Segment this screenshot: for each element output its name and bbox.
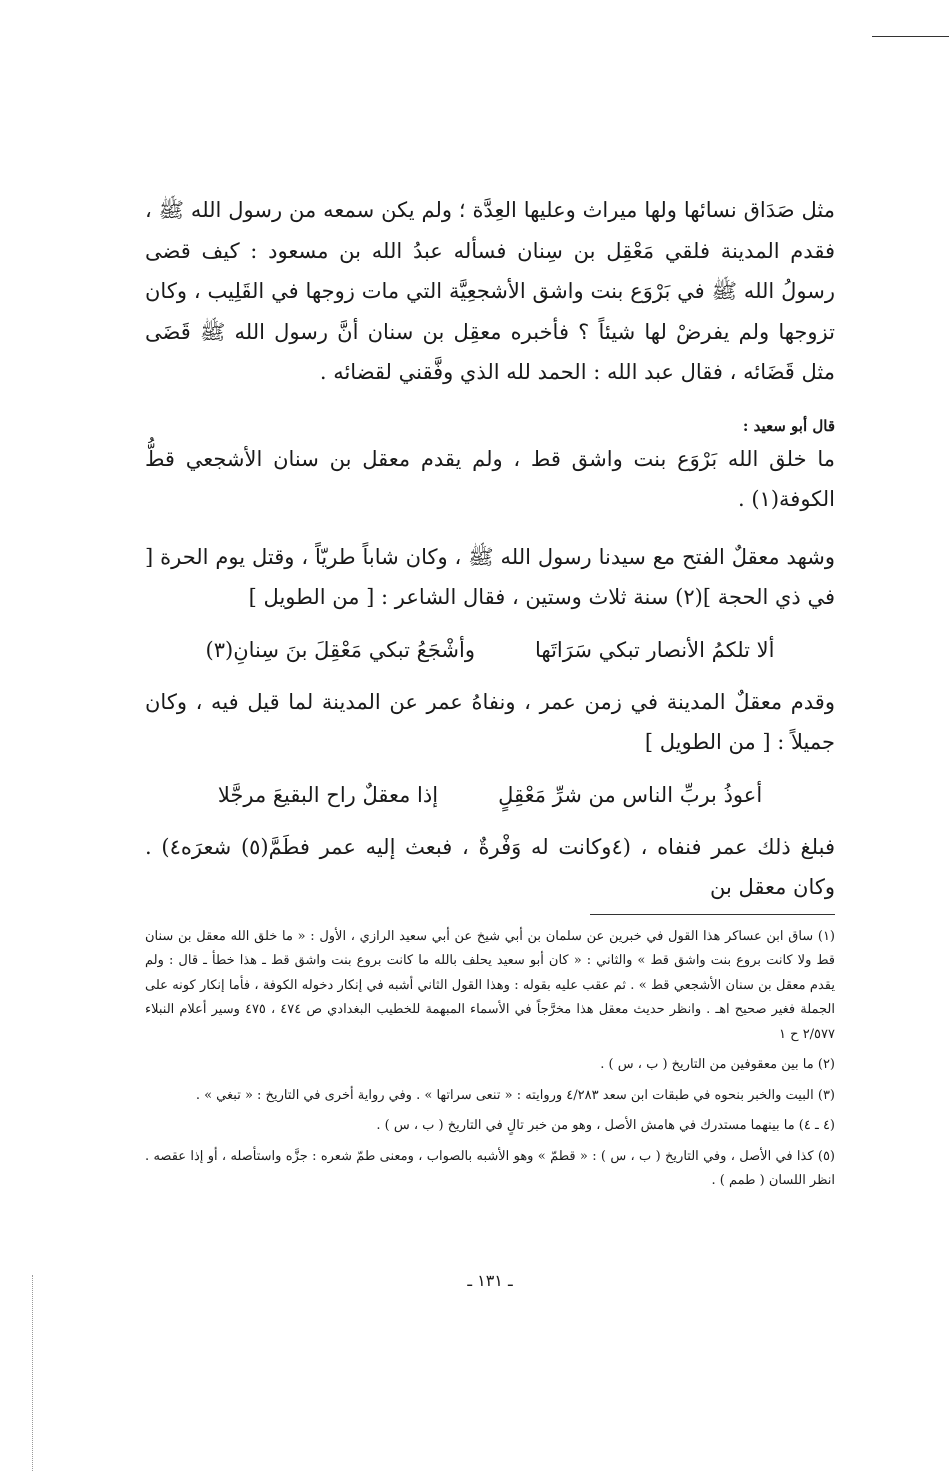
footnote-4: (٤ ـ ٤) ما بينهما مستدرك في هامش الأصل ، وهو من خبر تالٍ في التاريخ ( ب ، س ) . [376, 1118, 835, 1133]
page-number: ـ ١٣١ ـ [467, 1271, 513, 1290]
verse-1-second-hemistich: وأشْجَعُ تبكي مَعْقِلَ بنَ سِنانِ(٣) [205, 637, 475, 662]
page-body [145, 190, 835, 1200]
footnote-3: (٣) البيت والخبر بنحوه في طبقات ابن سعد ٤/٢٨٣ وروايته : « تنعى سراتها » . وفي رواية أخرى في التاريخ : « تبغي » . [195, 1087, 835, 1103]
verse-2-first-hemistich: أعوذُ بربِّ الناس من شرِّ مَعْقِلٍ [498, 782, 763, 807]
quote-abu-said: ما خلق الله بَرْوَع بنت واشق قط ، ولم يقدم معقل بن سنان الأشجعي قطُّ الكوفة(١) . [145, 446, 835, 511]
footnote-2: (٢) ما بين معقوفين من التاريخ ( ب ، س ) . [600, 1057, 835, 1072]
footnotes-section [145, 925, 835, 1194]
verse-2 [145, 775, 835, 815]
verse-1 [145, 630, 835, 670]
verse-1-first-hemistich: ألا تلكمُ الأنصار تبكي سَرَاتَها [534, 637, 775, 662]
paragraph-2: وشهد معقلٌ الفتح مع سيدنا رسول الله ﷺ ، وكان شاباً طريّاً ، وقتل يوم الحرة [ في ذي الحجة ](٢) سنة ثلاث وستين ، فقال الشاعر : [ من الطويل ] [145, 544, 835, 609]
margin-dotted-rule [32, 1275, 33, 1471]
footnote-separator [590, 914, 835, 915]
footnote-5: (٥) كذا في الأصل ، وفي التاريخ ( ب ، س ) : « قطمّ » وهو الأشبه بالصواب ، ومعنى طمّ شعره : جزَّه واستأصله ، أو إذا عقصه . انظر اللسان ( طمم ) . [145, 1148, 835, 1188]
footnote-1: (١) ساق ابن عساكر هذا القول في خبرين عن سلمان بن أبي شيخ عن أبي سعيد الرازي ، الأول : « ما خلق الله معقل بن سنان قط ولا كانت بروع بنت واشق قط » والثاني : « كان أبو سعيد يحلف بالله ما كانت بروع بنت واشق قط ـ هذا خطأ ـ قال : ولم يقدم معقل بن سنان الأشجعي قط » . ثم عقب عليه بقوله : وهذا القول الثاني أشبه في إنكار دخوله الكوفة ، فأما إنكار كونه على الجملة فغير صحيح اهـ . وانظر حديث معقل هذا مخرَّجاً في الأسماء المبهمة للخطيب البغدادي ص ٤٧٤ ، ٤٧٥ وسير أعلام النبلاء ٢/٥٧٧ ح ١ [145, 928, 835, 1042]
top-corner-rule [872, 36, 949, 37]
speaker-label: قال أبو سعيد : [742, 416, 835, 435]
paragraph-1: مثل صَدَاق نسائها ولها ميراث وعليها العِدَّة ؛ ولم يكن سمعه من رسول الله ﷺ ، فقدم المدينة فلقي مَعْقِل بن سِنان فسأله عبدُ الله بن مسعود : كيف قضى رسولُ الله ﷺ في بَرْوَع بنت واشق الأشجعِيَّة التي مات زوجها في القَلِيب ، وكان تزوجها ولم يفرضْ لها شيئاً ؟ فأخبره معقِل بن سنان أنَّ رسول الله ﷺ قَضَى مثل قَضَائه ، فقال عبد الله : الحمد لله الذي وفَّقني لقضائه . [145, 198, 835, 384]
paragraph-4: فبلغ ذلك عمر فنفاه ، (٤وكانت له وَفْرةٌ ، فبعث إليه عمر فطَمَّ(٥) شعرَه٤) . وكان معقل بن [145, 834, 835, 899]
verse-2-second-hemistich: إذا معقلٌ راح البقيعَ مرجَّلا [217, 782, 439, 807]
paragraph-3: وقدم معقلٌ المدينة في زمن عمر ، ونفاهُ عمر عن المدينة لما قيل فيه ، وكان جميلاً : [ من الطويل ] [145, 689, 835, 754]
